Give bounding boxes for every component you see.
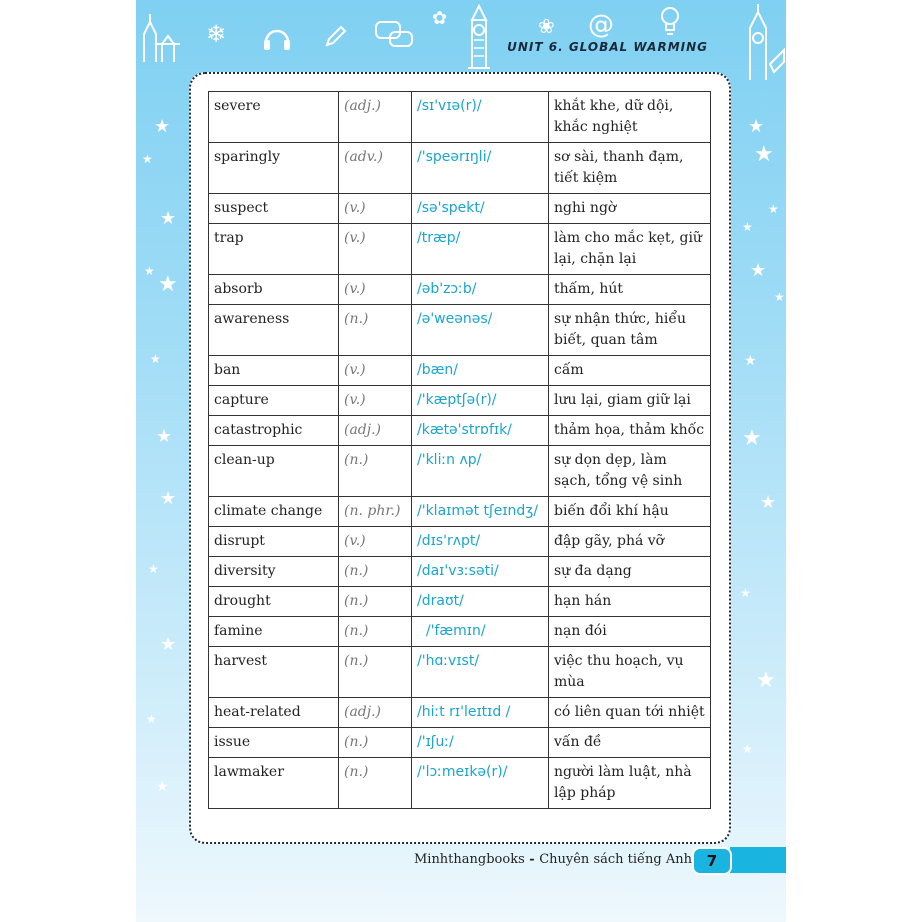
footer-separator: - xyxy=(524,852,540,867)
star-icon: ★ xyxy=(750,260,767,281)
footer-credit xyxy=(414,852,692,867)
butterfly-icon: ✿ xyxy=(432,8,448,29)
table-row xyxy=(209,275,711,305)
vocab-meaning-cell: thảm họa, thảm khốc xyxy=(549,416,711,446)
lotus-icon: ❀ xyxy=(538,14,555,38)
vocab-word-cell: sparingly xyxy=(209,143,339,194)
vocab-pos-cell: (adj.) xyxy=(339,416,412,446)
vocab-word-cell: catastrophic xyxy=(209,416,339,446)
star-icon: ★ xyxy=(748,116,765,137)
star-icon: ★ xyxy=(756,668,776,693)
star-icon: ★ xyxy=(148,562,159,576)
vocab-ipa-cell: /'speərɪŋli/ xyxy=(412,143,549,194)
table-row xyxy=(209,305,711,356)
table-row xyxy=(209,416,711,446)
vocab-ipa-cell: /'klaɪmət tʃeɪndʒ/ xyxy=(412,497,549,527)
vocab-pos-cell: (adv.) xyxy=(339,143,412,194)
vocab-ipa-cell: /daɪ'vɜːsəti/ xyxy=(412,557,549,587)
vocab-word-cell: trap xyxy=(209,224,339,275)
vocab-meaning-cell: đập gãy, phá vỡ xyxy=(549,527,711,557)
vocab-pos-cell: (n.) xyxy=(339,758,412,809)
star-icon: ★ xyxy=(742,426,762,451)
table-row xyxy=(209,143,711,194)
vocab-ipa-cell: /'hɑːvɪst/ xyxy=(412,647,549,698)
vocab-pos-cell: (n.) xyxy=(339,617,412,647)
vocab-word-cell: clean-up xyxy=(209,446,339,497)
vocab-ipa-cell: /draʊt/ xyxy=(412,587,549,617)
star-icon: ★ xyxy=(160,208,177,229)
star-icon: ★ xyxy=(150,352,161,366)
table-row xyxy=(209,617,711,647)
vocabulary-table xyxy=(208,91,711,809)
vocabulary-table-body xyxy=(209,92,711,809)
vocab-pos-cell: (n.) xyxy=(339,647,412,698)
vocab-pos-cell: (n. phr.) xyxy=(339,497,412,527)
vocab-meaning-cell: làm cho mắc kẹt, giữ lại, chặn lại xyxy=(549,224,711,275)
star-icon: ★ xyxy=(160,634,177,655)
pencil-icon xyxy=(324,24,348,48)
vocab-ipa-cell: /'kliːn ʌp/ xyxy=(412,446,549,497)
vocab-meaning-cell: nghi ngờ xyxy=(549,194,711,224)
table-row xyxy=(209,224,711,275)
clock-tower-icon xyxy=(462,4,496,70)
star-icon: ★ xyxy=(158,272,178,297)
table-row xyxy=(209,647,711,698)
vocab-ipa-cell: /hiːt rɪ'leɪtɪd / xyxy=(412,698,549,728)
snowflake-icon: ❄ xyxy=(206,20,227,48)
vocab-meaning-cell: vấn đề xyxy=(549,728,711,758)
table-row xyxy=(209,446,711,497)
star-icon: ★ xyxy=(760,492,777,513)
vocab-meaning-cell: biến đổi khí hậu xyxy=(549,497,711,527)
vocab-ipa-cell: /əb'zɔːb/ xyxy=(412,275,549,305)
tower-icon xyxy=(140,14,184,64)
headphones-icon xyxy=(262,22,292,52)
page-number: 7 xyxy=(692,847,732,875)
star-icon: ★ xyxy=(142,152,153,166)
vocab-word-cell: suspect xyxy=(209,194,339,224)
table-row xyxy=(209,194,711,224)
vocab-word-cell: lawmaker xyxy=(209,758,339,809)
vocab-meaning-cell: lưu lại, giam giữ lại xyxy=(549,386,711,416)
table-row xyxy=(209,698,711,728)
table-row xyxy=(209,386,711,416)
vocab-ipa-cell: /kætə'strɒfɪk/ xyxy=(412,416,549,446)
vocab-pos-cell: (v.) xyxy=(339,275,412,305)
vocab-word-cell: drought xyxy=(209,587,339,617)
vocab-pos-cell: (v.) xyxy=(339,356,412,386)
vocab-ipa-cell: /sɪ'vɪə(r)/ xyxy=(412,92,549,143)
footer xyxy=(136,846,786,874)
vocab-ipa-cell: /'ɪʃuː/ xyxy=(412,728,549,758)
vocab-word-cell: climate change xyxy=(209,497,339,527)
vocab-ipa-cell: /træp/ xyxy=(412,224,549,275)
table-row xyxy=(209,527,711,557)
vocab-pos-cell: (n.) xyxy=(339,728,412,758)
vocab-ipa-cell: /'lɔːmeɪkə(r)/ xyxy=(412,758,549,809)
table-row xyxy=(209,728,711,758)
star-icon: ★ xyxy=(154,116,171,137)
vocab-ipa-cell: /sə'spekt/ xyxy=(412,194,549,224)
vocab-word-cell: severe xyxy=(209,92,339,143)
lightbulb-icon xyxy=(656,4,684,38)
vocab-meaning-cell: người làm luật, nhà lập pháp xyxy=(549,758,711,809)
vocab-pos-cell: (adj.) xyxy=(339,698,412,728)
vocab-meaning-cell: sự dọn dẹp, làm sạch, tổng vệ sinh xyxy=(549,446,711,497)
vocab-word-cell: harvest xyxy=(209,647,339,698)
publisher-tagline: Chuyên sách tiếng Anh xyxy=(539,852,692,867)
star-icon: ★ xyxy=(156,426,173,447)
table-row xyxy=(209,587,711,617)
vocab-ipa-cell: /ə'weənəs/ xyxy=(412,305,549,356)
star-icon: ★ xyxy=(156,779,169,795)
vocab-meaning-cell: sự nhận thức, hiểu biết, quan tâm xyxy=(549,305,711,356)
star-icon: ★ xyxy=(742,220,753,234)
vocab-ipa-cell: /bæn/ xyxy=(412,356,549,386)
star-icon: ★ xyxy=(744,353,757,369)
star-icon: ★ xyxy=(768,202,779,216)
vocab-pos-cell: (n.) xyxy=(339,557,412,587)
vocab-word-cell: absorb xyxy=(209,275,339,305)
table-row xyxy=(209,92,711,143)
table-row xyxy=(209,557,711,587)
vocab-word-cell: diversity xyxy=(209,557,339,587)
vocab-meaning-cell: việc thu hoạch, vụ mùa xyxy=(549,647,711,698)
footer-accent-bar xyxy=(730,847,786,873)
vocab-meaning-cell: nạn đói xyxy=(549,617,711,647)
vocab-meaning-cell: khắt khe, dữ dội, khắc nghiệt xyxy=(549,92,711,143)
vocab-word-cell: capture xyxy=(209,386,339,416)
vocab-word-cell: issue xyxy=(209,728,339,758)
vocab-pos-cell: (v.) xyxy=(339,224,412,275)
vocab-pos-cell: (n.) xyxy=(339,305,412,356)
vocab-pos-cell: (v.) xyxy=(339,194,412,224)
star-icon: ★ xyxy=(740,586,751,600)
table-row xyxy=(209,758,711,809)
star-icon: ★ xyxy=(160,488,177,509)
vocab-word-cell: famine xyxy=(209,617,339,647)
vocab-word-cell: awareness xyxy=(209,305,339,356)
vocab-meaning-cell: cấm xyxy=(549,356,711,386)
vocab-pos-cell: (v.) xyxy=(339,386,412,416)
star-icon: ★ xyxy=(742,742,753,756)
vocab-pos-cell: (n.) xyxy=(339,446,412,497)
table-row xyxy=(209,356,711,386)
star-icon: ★ xyxy=(774,290,785,304)
at-sign-icon: @ xyxy=(588,10,614,40)
star-icon: ★ xyxy=(144,264,155,278)
star-icon: ★ xyxy=(754,142,774,167)
vocab-pos-cell: (n.) xyxy=(339,587,412,617)
vocab-word-cell: ban xyxy=(209,356,339,386)
big-ben-icon xyxy=(732,2,786,82)
vocab-word-cell: disrupt xyxy=(209,527,339,557)
vocab-meaning-cell: thấm, hút xyxy=(549,275,711,305)
vocab-pos-cell: (v.) xyxy=(339,527,412,557)
vocab-ipa-cell: /dɪs'rʌpt/ xyxy=(412,527,549,557)
star-icon: ★ xyxy=(146,712,157,726)
vocab-pos-cell: (adj.) xyxy=(339,92,412,143)
vocab-ipa-cell: /'fæmɪn/ xyxy=(412,617,549,647)
vocab-meaning-cell: sơ sài, thanh đạm, tiết kiệm xyxy=(549,143,711,194)
vocab-word-cell: heat-related xyxy=(209,698,339,728)
unit-title: UNIT 6. GLOBAL WARMING xyxy=(507,40,708,54)
table-row xyxy=(209,497,711,527)
vocab-ipa-cell: /'kæptʃə(r)/ xyxy=(412,386,549,416)
vocab-meaning-cell: có liên quan tới nhiệt xyxy=(549,698,711,728)
publisher-name: Minhthangbooks xyxy=(413,852,525,867)
chat-icon xyxy=(374,18,416,52)
vocab-meaning-cell: sự đa dạng xyxy=(549,557,711,587)
vocab-meaning-cell: hạn hán xyxy=(549,587,711,617)
